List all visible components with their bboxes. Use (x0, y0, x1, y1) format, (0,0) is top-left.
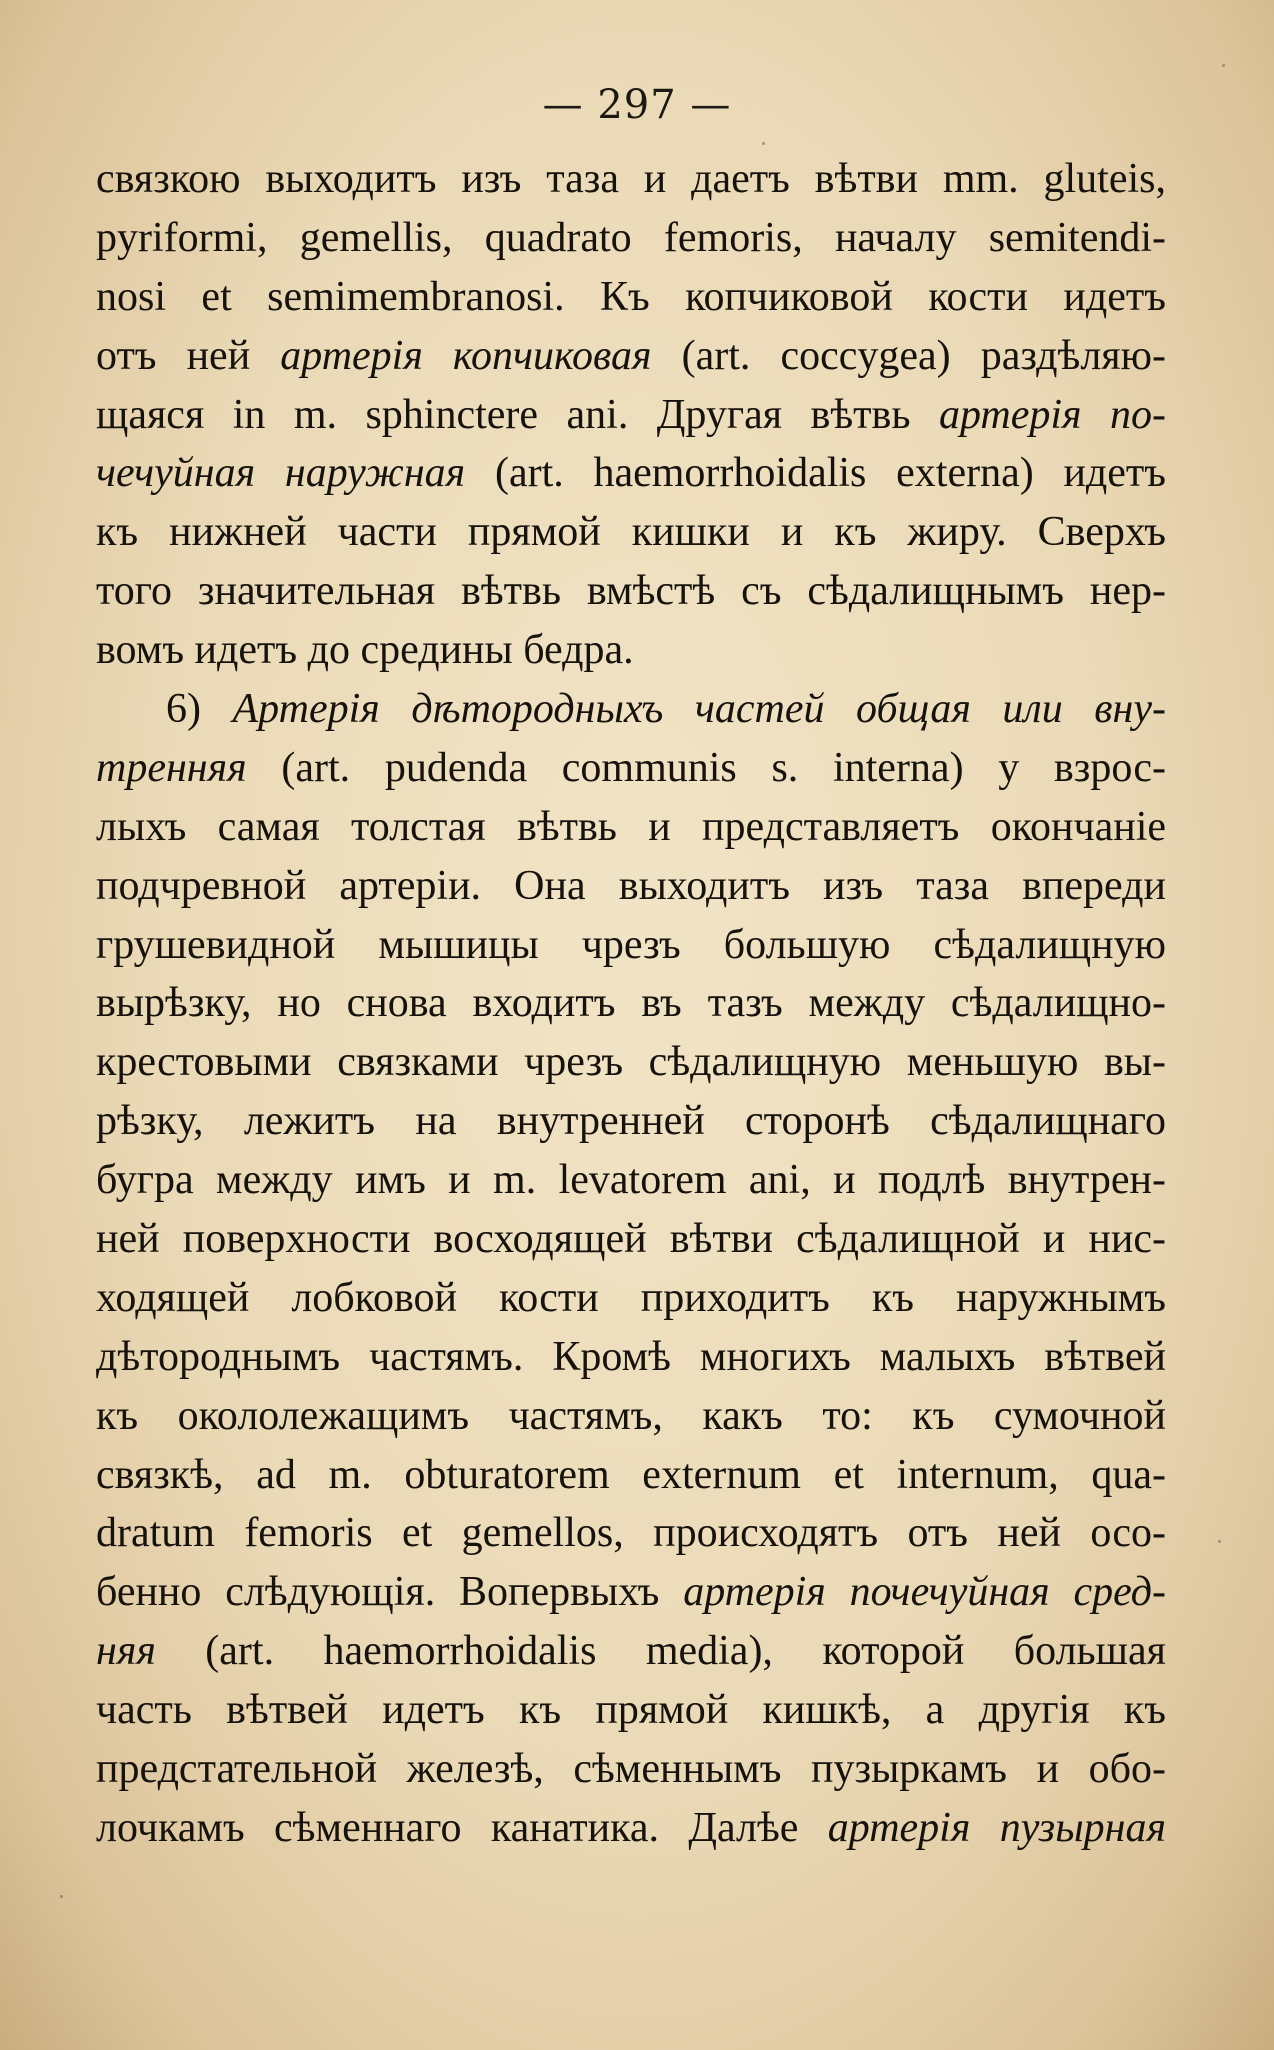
paper-speck (1222, 64, 1225, 67)
text-run: (art. haemorrhoidalis media), которой большая (155, 1628, 1166, 1675)
text-line (96, 1681, 1166, 1740)
text-run: часть вѣтвей идетъ къ прямой кишкѣ, а другія къ (96, 1687, 1166, 1734)
text-run: (art. haemorrhoidalis externa) идетъ (465, 450, 1166, 497)
text-line (96, 680, 1166, 739)
text-run: dratum femoris et gemellos, происходятъ отъ ней осо- (96, 1510, 1166, 1557)
body-text (96, 150, 1166, 1858)
paper-speck (60, 1895, 63, 1898)
text-run: вырѣзку, но снова входитъ въ тазъ между сѣдалищно- (96, 980, 1166, 1027)
text-run: бугра между имъ и m. levatorem ani, и подлѣ внутрен- (96, 1157, 1166, 1204)
text-run: къ окололежащимъ частямъ, какъ то: къ сумочной (96, 1392, 1166, 1439)
text-line (96, 974, 1166, 1033)
italic-term: артерія копчиковая (280, 332, 652, 379)
text-run: того значительная вѣтвь вмѣстѣ съ сѣдалищнымъ нер- (96, 568, 1166, 615)
text-run: щаяся in m. sphinctere ani. Другая вѣтвь (96, 391, 939, 438)
text-run: ней поверхности восходящей вѣтви сѣдалищной и нис- (96, 1216, 1166, 1263)
text-line (96, 1504, 1166, 1563)
text-run: вомъ идетъ до средины бедра. (96, 627, 634, 674)
text-line (96, 268, 1166, 327)
text-line (96, 327, 1166, 386)
text-line (96, 798, 1166, 857)
text-run: 6) (166, 686, 233, 733)
text-run: связкою выходитъ изъ таза и даетъ вѣтви mm. gluteis, (96, 156, 1166, 202)
italic-term: артерія пузырная (827, 1804, 1166, 1851)
paper-speck (762, 142, 765, 145)
text-line (96, 150, 1166, 209)
text-run: подчревной артеріи. Она выходитъ изъ таза впереди (96, 862, 1166, 909)
text-line (96, 916, 1166, 975)
text-line (96, 1210, 1166, 1269)
text-line (96, 1622, 1166, 1681)
text-line (96, 1563, 1166, 1622)
text-line (96, 1387, 1166, 1446)
text-run: бенно слѣдующія. Вопервыхъ (96, 1569, 684, 1616)
text-run: (art. coccygea) раздѣляю- (651, 332, 1166, 379)
text-run: предстательной железѣ, сѣменнымъ пузыркамъ и обо- (96, 1746, 1166, 1793)
text-line (96, 739, 1166, 798)
text-run: рѣзку, лежитъ на внутренней сторонѣ сѣдалищнаго (96, 1098, 1166, 1145)
text-run: (art. pudenda communis s. interna) у взрос- (246, 744, 1166, 791)
text-line (96, 1799, 1166, 1858)
italic-term: Артерія дѣтородныхъ частей общая или вну- (232, 686, 1166, 733)
text-run: nosi et semimembranosi. Къ копчиковой кости идетъ (96, 273, 1166, 320)
text-run: дѣтороднымъ частямъ. Кромѣ многихъ малыхъ вѣтвей (96, 1333, 1166, 1380)
text-run: грушевидной мышицы чрезъ большую сѣдалищную (96, 921, 1166, 968)
text-line (96, 1328, 1166, 1387)
text-line (96, 444, 1166, 503)
text-line (96, 562, 1166, 621)
italic-term: артерія почечуйная сред- (683, 1569, 1166, 1616)
text-run: ходящей лобковой кости приходитъ къ наружнымъ (96, 1274, 1166, 1321)
text-line (96, 621, 1166, 680)
text-run: лочкамъ сѣменнаго канатика. Далѣе (96, 1804, 828, 1851)
text-run: связкѣ, ad m. obturatorem externum et internum, qua- (96, 1451, 1166, 1498)
text-line (96, 1151, 1166, 1210)
text-line (96, 1033, 1166, 1092)
text-line (96, 503, 1166, 562)
text-line (96, 857, 1166, 916)
text-line (96, 386, 1166, 445)
text-run: pyriformi, gemellis, quadrato femoris, началу semitendi- (96, 214, 1166, 261)
italic-term: тренняя (96, 744, 247, 791)
text-line (96, 1269, 1166, 1328)
italic-term: чечуйная наружная (96, 450, 466, 497)
italic-term: няя (96, 1628, 156, 1675)
text-line (96, 1092, 1166, 1151)
text-line (96, 1740, 1166, 1799)
text-run: отъ ней (96, 332, 281, 379)
text-run: крестовыми связками чрезъ сѣдалищную меньшую вы- (96, 1039, 1166, 1086)
text-run: къ нижней части прямой кишки и къ жиру. Сверхъ (96, 509, 1166, 556)
paper-speck (1218, 1540, 1221, 1543)
text-run: лыхъ самая толстая вѣтвь и представляетъ окончаніе (96, 803, 1166, 850)
italic-term: артерія по- (938, 391, 1166, 438)
text-line (96, 209, 1166, 268)
text-line (96, 1446, 1166, 1505)
page-number: — 297 — (542, 82, 732, 128)
